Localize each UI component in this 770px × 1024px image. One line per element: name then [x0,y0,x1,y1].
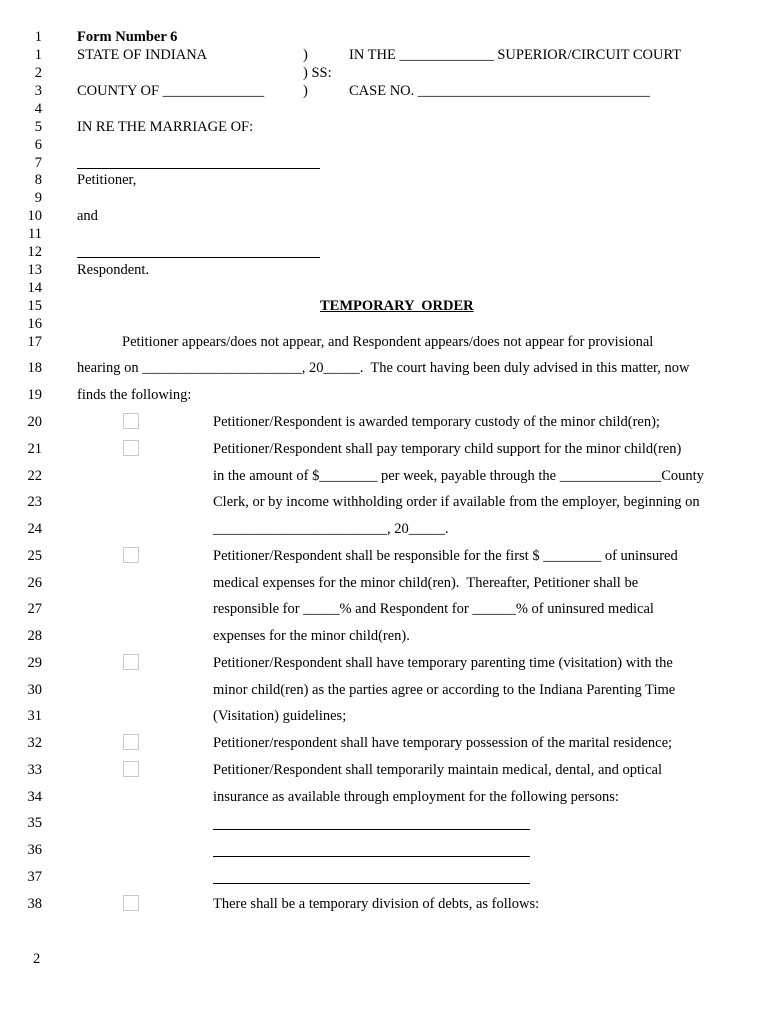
line-number: 4 [34,101,42,117]
line-number: 6 [34,137,42,153]
form-number: Form Number 6 [77,29,178,45]
respondent-name-line[interactable] [77,257,320,258]
line-number: 22 [27,468,42,484]
county-label: COUNTY OF ______________ [77,83,265,99]
insured-person-line[interactable] [213,883,530,884]
medical-expenses-checkbox[interactable] [123,547,139,563]
line-number: 34 [27,789,42,805]
custody-checkbox[interactable] [123,413,139,429]
line-number: 12 [27,244,42,260]
line-number: 31 [27,708,42,724]
line-number: 14 [27,280,42,296]
line-number: 2 [34,65,42,81]
line-number: 35 [27,815,42,831]
insured-person-line[interactable] [213,856,530,857]
line-number: 15 [27,298,42,314]
line-number: 32 [27,735,42,751]
medical-expenses-text: Petitioner/Respondent shall be responsible for the first $ ________ of uninsured [213,548,678,564]
insurance-text: Petitioner/Respondent shall temporarily maintain medical, dental, and optical [213,762,662,778]
insurance-checkbox[interactable] [123,761,139,777]
parenting-time-text: minor child(ren) as the parties agree or according to the Indiana Parenting Time [213,682,676,698]
marital-residence-checkbox[interactable] [123,734,139,750]
line-number: 29 [27,655,42,671]
petitioner-label: Petitioner, [77,172,137,188]
line-number: 37 [27,869,42,885]
line-number: 11 [28,226,42,242]
line-number: 8 [34,172,42,188]
line-number: 25 [27,548,42,564]
page-number: 2 [33,951,41,967]
debts-text: There shall be a temporary division of debts, as follows: [213,896,540,912]
case-number-label: CASE NO. ________________________________ [349,83,650,99]
insured-person-line[interactable] [213,829,530,830]
line-number: 1 [34,29,42,45]
line-number: 24 [27,521,42,537]
custody-text: Petitioner/Respondent is awarded temporary custody of the minor child(ren); [213,414,660,430]
line-number: 33 [27,762,42,778]
intro-line-1: Petitioner appears/does not appear, and Respondent appears/does not appear for provisional [122,334,654,350]
child-support-text: Petitioner/Respondent shall pay temporary child support for the minor child(ren) [213,441,682,457]
and-label: and [77,208,98,224]
line-number: 7 [34,155,42,171]
parenting-time-text: Petitioner/Respondent shall have temporary parenting time (visitation) with the [213,655,673,671]
petitioner-name-line[interactable] [77,168,320,169]
line-number: 10 [27,208,42,224]
child-support-text: in the amount of $________ per week, payable through the ______________County [213,468,704,484]
insurance-text: insurance as available through employment for the following persons: [213,789,619,805]
line-number: 28 [27,628,42,644]
line-number: 3 [34,83,42,99]
child-support-text: ________________________, 20_____. [213,521,449,537]
respondent-label: Respondent. [77,262,150,278]
medical-expenses-text: expenses for the minor child(ren). [213,628,410,644]
line-number: 5 [34,119,42,135]
debts-checkbox[interactable] [123,895,139,911]
line-number: 18 [27,360,42,376]
line-number: 13 [27,262,42,278]
court-label: IN THE _____________ SUPERIOR/CIRCUIT COURT [349,47,682,63]
medical-expenses-text: responsible for _____% and Respondent for ______% of uninsured medical [213,601,654,617]
line-number: 30 [27,682,42,698]
child-support-checkbox[interactable] [123,440,139,456]
in-re-label: IN RE THE MARRIAGE OF: [77,119,254,135]
line-number: 36 [27,842,42,858]
line-number: 19 [27,387,42,403]
marital-residence-text: Petitioner/respondent shall have temporary possession of the marital residence; [213,735,673,751]
parenting-time-checkbox[interactable] [123,654,139,670]
bracket: ) [303,47,308,63]
bracket: ) [303,83,308,99]
line-number: 17 [27,334,42,350]
state-label: STATE OF INDIANA [77,47,208,63]
line-number: 9 [34,190,42,206]
line-number: 27 [27,601,42,617]
intro-line-2: hearing on ______________________, 20_____. The court having been duly advised in this matter, now [77,360,690,376]
line-number: 38 [27,896,42,912]
line-number: 16 [27,316,42,332]
medical-expenses-text: medical expenses for the minor child(ren). Thereafter, Petitioner shall be [213,575,639,591]
line-number: 21 [27,441,42,457]
line-number: 1 [34,47,42,63]
page-title: TEMPORARY ORDER [320,298,474,314]
line-number: 23 [27,494,42,510]
line-number: 20 [27,414,42,430]
parenting-time-text: (Visitation) guidelines; [213,708,347,724]
child-support-text: Clerk, or by income withholding order if available from the employer, beginning on [213,494,700,510]
ss-label: ) SS: [303,65,332,81]
intro-line-3: finds the following: [77,387,192,403]
line-number: 26 [27,575,42,591]
